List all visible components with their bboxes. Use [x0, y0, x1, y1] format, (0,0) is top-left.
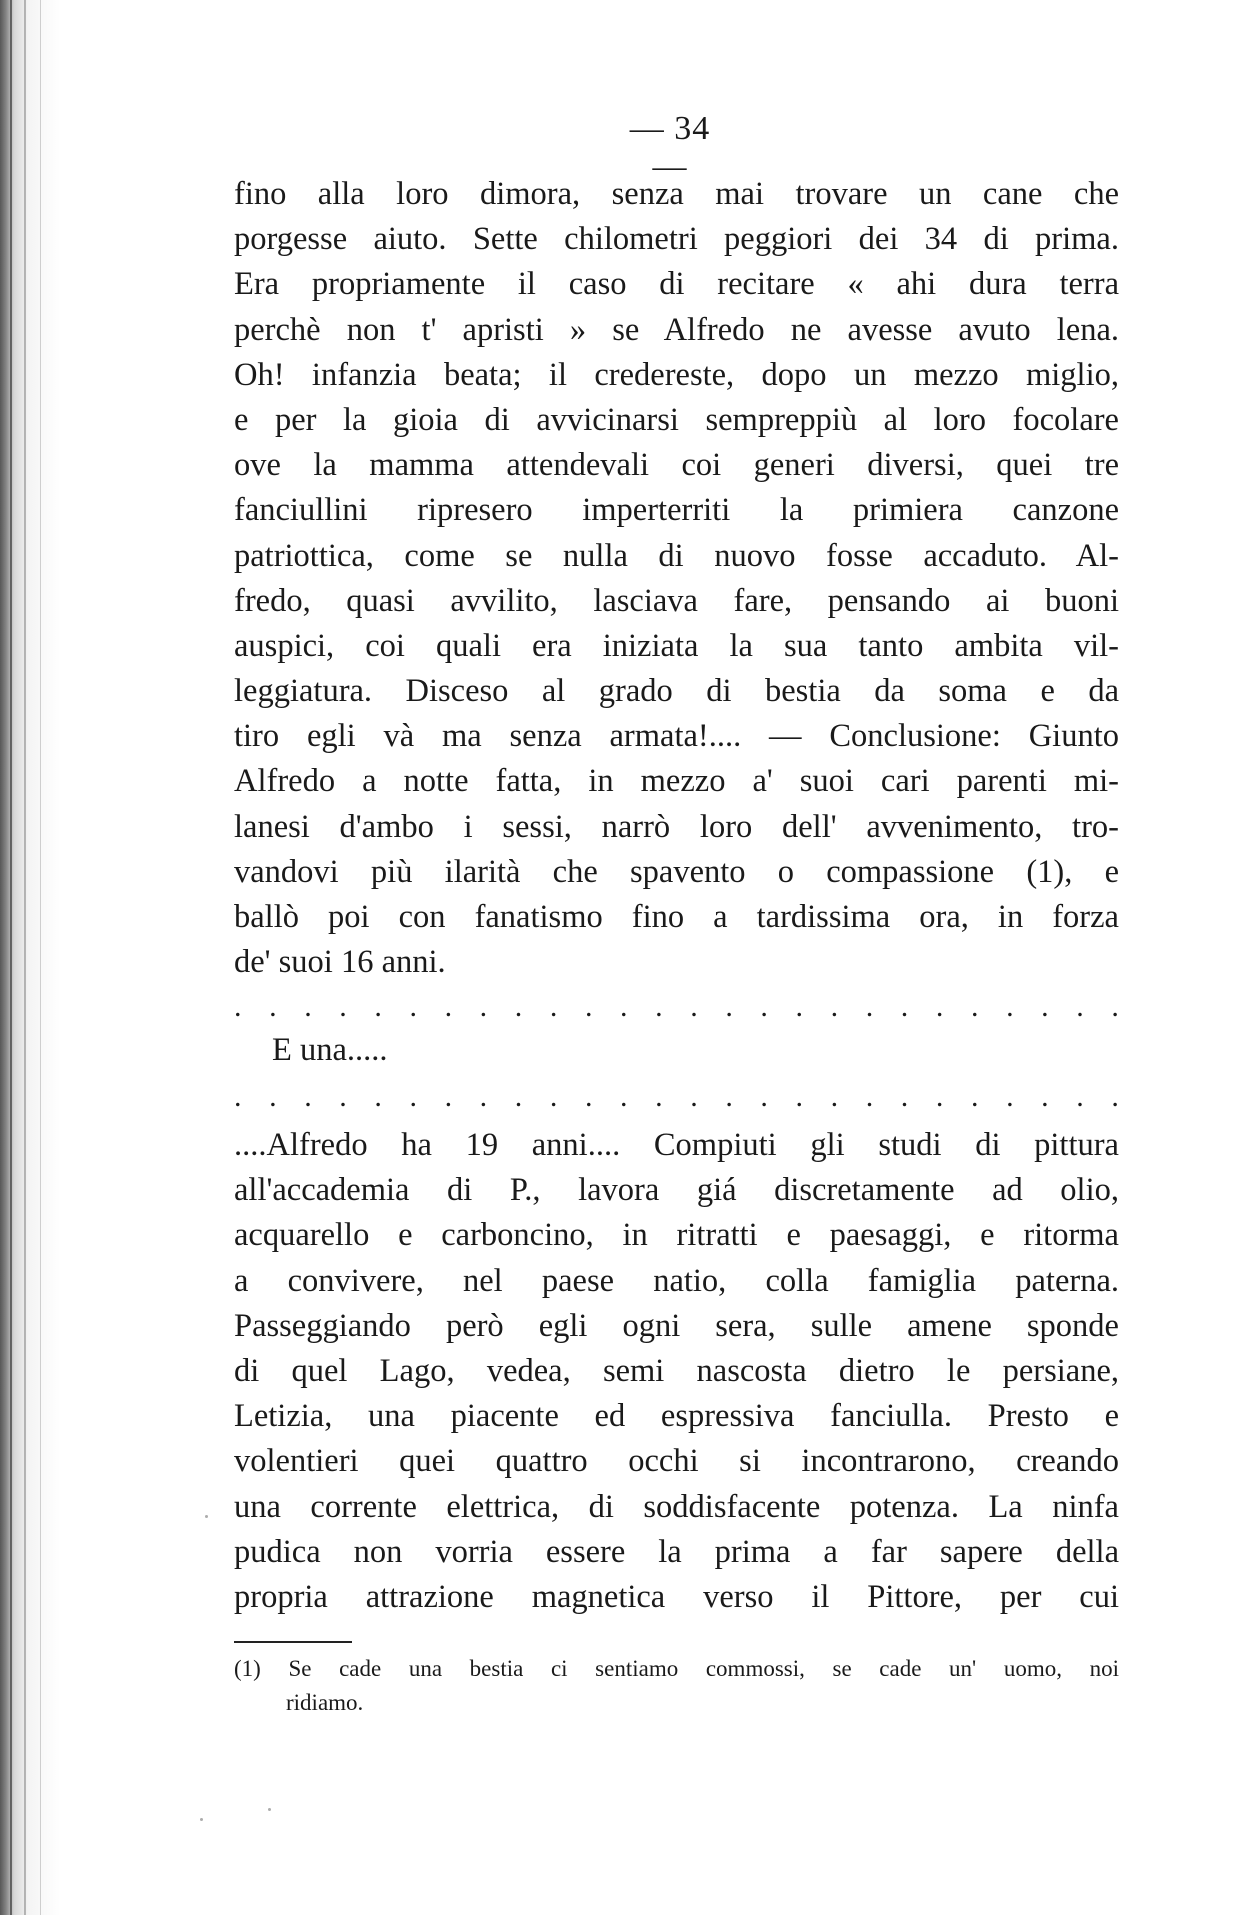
separator-dot: . [584, 1080, 593, 1113]
separator-dot: . [655, 990, 663, 1023]
paragraph-top [234, 172, 1119, 985]
separator-dot: . [1006, 1080, 1014, 1113]
text-line: fanciullini ripresero imperterriti la primiera canzone [234, 492, 1119, 529]
text-line: auspici, coi quali era iniziata la sua tanto ambita vil- [234, 627, 1119, 664]
text-line: vandovi più ilarità che spavento o compassione (1), e [234, 853, 1119, 890]
separator-dot: . [514, 990, 523, 1023]
separator-dot: . [409, 990, 417, 1023]
separator-dot: . [865, 990, 874, 1023]
separator-dot: . [374, 1080, 382, 1113]
separator-dot: . [514, 1080, 523, 1113]
separator-dot: . [830, 990, 839, 1023]
separator-dot: . [760, 1080, 768, 1113]
separator-dot: . [760, 990, 768, 1023]
separator-dot: . [339, 990, 347, 1023]
text-line: ....Alfredo ha 19 anni.... Compiuti gli studi di pittura [234, 1127, 1119, 1163]
separator-dot: . [690, 990, 698, 1023]
separator-dot: . [725, 1080, 733, 1113]
text-line: volentieri quei quattro occhi si incontrarono, creando [234, 1443, 1119, 1480]
separator-dot: . [409, 1080, 417, 1113]
separator-dot: . [865, 1080, 874, 1113]
separator-dot: . [1076, 990, 1084, 1023]
separator-dot: . [970, 1080, 979, 1113]
dotted-separator [234, 1080, 1119, 1114]
separator-dot: . [970, 990, 979, 1023]
paper-speck [268, 1808, 271, 1811]
text-line: Letizia, una piacente ed espressiva fanciulla. Presto e [234, 1398, 1119, 1435]
separator-dot: . [374, 990, 382, 1023]
book-binding-shadow [0, 0, 60, 1915]
separator-dot: . [304, 1080, 312, 1113]
separator-dot: . [1076, 1080, 1084, 1113]
page-number: — 34 — [629, 110, 711, 185]
paragraph-bottom [234, 1123, 1119, 1620]
dotted-separator [234, 990, 1119, 1024]
text-line: fredo, quasi avvilito, lasciava fare, pensando ai buoni [234, 582, 1119, 619]
separator-dot: . [234, 1080, 242, 1113]
text-line: acquarello e carboncino, in ritratti e paesaggi, e ritorma [234, 1217, 1119, 1254]
text-line: tiro egli và ma senza armata!.... — Conclusione: Giunto [234, 718, 1119, 755]
separator-dot: . [795, 990, 803, 1023]
paper-speck [200, 1818, 203, 1821]
binding-edge-line [24, 0, 26, 1915]
text-line: perchè non t' apristi » se Alfredo ne avesse avuto lena. [234, 311, 1119, 348]
separator-dot: . [1006, 990, 1014, 1023]
text-line: pudica non vorria essere la prima a far sapere della [234, 1533, 1119, 1570]
text-line: leggiatura. Disceso al grado di bestia da soma e da [234, 673, 1119, 710]
separator-dot: . [795, 1080, 803, 1113]
paper-speck [205, 1515, 208, 1518]
text-line: Oh! infanzia beata; il credereste, dopo un mezzo miglio, [234, 356, 1119, 393]
separator-dot: . [444, 990, 453, 1023]
text-line: lanesi d'ambo i sessi, narrò loro dell' avvenimento, tro- [234, 808, 1119, 845]
separator-dot: . [655, 1080, 663, 1113]
text-line: Alfredo a notte fatta, in mezzo a' suoi cari parenti mi- [234, 763, 1119, 800]
separator-dot: . [549, 990, 558, 1023]
footnote-line: (1) Se cade una bestia ci sentiamo commossi, se cade un' uomo, noi [234, 1656, 1119, 1681]
binding-edge-line [40, 0, 41, 1915]
separator-dot: . [900, 1080, 909, 1113]
separator-dot: . [830, 1080, 839, 1113]
separator-dot: . [339, 1080, 347, 1113]
separator-dot: . [690, 1080, 698, 1113]
text-line: Passeggiando però egli ogni sera, sulle amene sponde [234, 1307, 1119, 1344]
footnote-rule [234, 1641, 352, 1643]
separator-dot: . [584, 990, 593, 1023]
separator-dot: . [304, 990, 312, 1023]
separator-dot: . [935, 990, 944, 1023]
text-line: patriottica, come se nulla di nuovo fosse accaduto. Al- [234, 537, 1119, 574]
text-line: Era propriamente il caso di recitare « ahi dura terra [234, 266, 1119, 303]
text-line: ballò poi con fanatismo fino a tardissima ora, in forza [234, 899, 1119, 935]
binding-edge-line [10, 0, 12, 1915]
separator-dot: . [269, 1080, 277, 1113]
text-line: porgesse aiuto. Sette chilometri peggiori dei 34 di prima. [234, 221, 1119, 258]
text-line: di quel Lago, vedea, semi nascosta dietro le persiane, [234, 1352, 1119, 1389]
text-line: de' suoi 16 anni. [234, 944, 446, 981]
separator-dot: . [620, 990, 628, 1023]
text-line: una corrente elettrica, di soddisfacente potenza. La ninfa [234, 1488, 1119, 1525]
separator-dot: . [1041, 990, 1049, 1023]
text-line: propria attrazione magnetica verso il Pittore, per cui [234, 1578, 1119, 1615]
section-title: E una..... [272, 1032, 388, 1068]
separator-dot: . [444, 1080, 453, 1113]
text-line: all'accademia di P., lavora giá discretamente ad olio, [234, 1172, 1119, 1209]
footnote [234, 1652, 1119, 1720]
separator-dot: . [479, 1080, 488, 1113]
footnote-line: ridiamo. [286, 1690, 364, 1715]
separator-dot: . [1041, 1080, 1049, 1113]
separator-dot: . [549, 1080, 558, 1113]
separator-dot: . [479, 990, 488, 1023]
text-line: ove la mamma attendevali coi generi diversi, quei tre [234, 447, 1119, 484]
separator-dot: . [269, 990, 277, 1023]
separator-dot: . [234, 990, 242, 1023]
text-line: fino alla loro dimora, senza mai trovare un cane che [234, 176, 1119, 212]
separator-dot: . [935, 1080, 944, 1113]
separator-dot: . [725, 990, 733, 1023]
text-line: a convivere, nel paese natio, colla famiglia paterna. [234, 1262, 1119, 1299]
separator-dot: . [620, 1080, 628, 1113]
separator-dot: . [1111, 990, 1119, 1023]
text-line: e per la gioia di avvicinarsi sempreppiù al loro focolare [234, 401, 1119, 438]
separator-dot: . [1111, 1080, 1119, 1113]
separator-dot: . [900, 990, 909, 1023]
